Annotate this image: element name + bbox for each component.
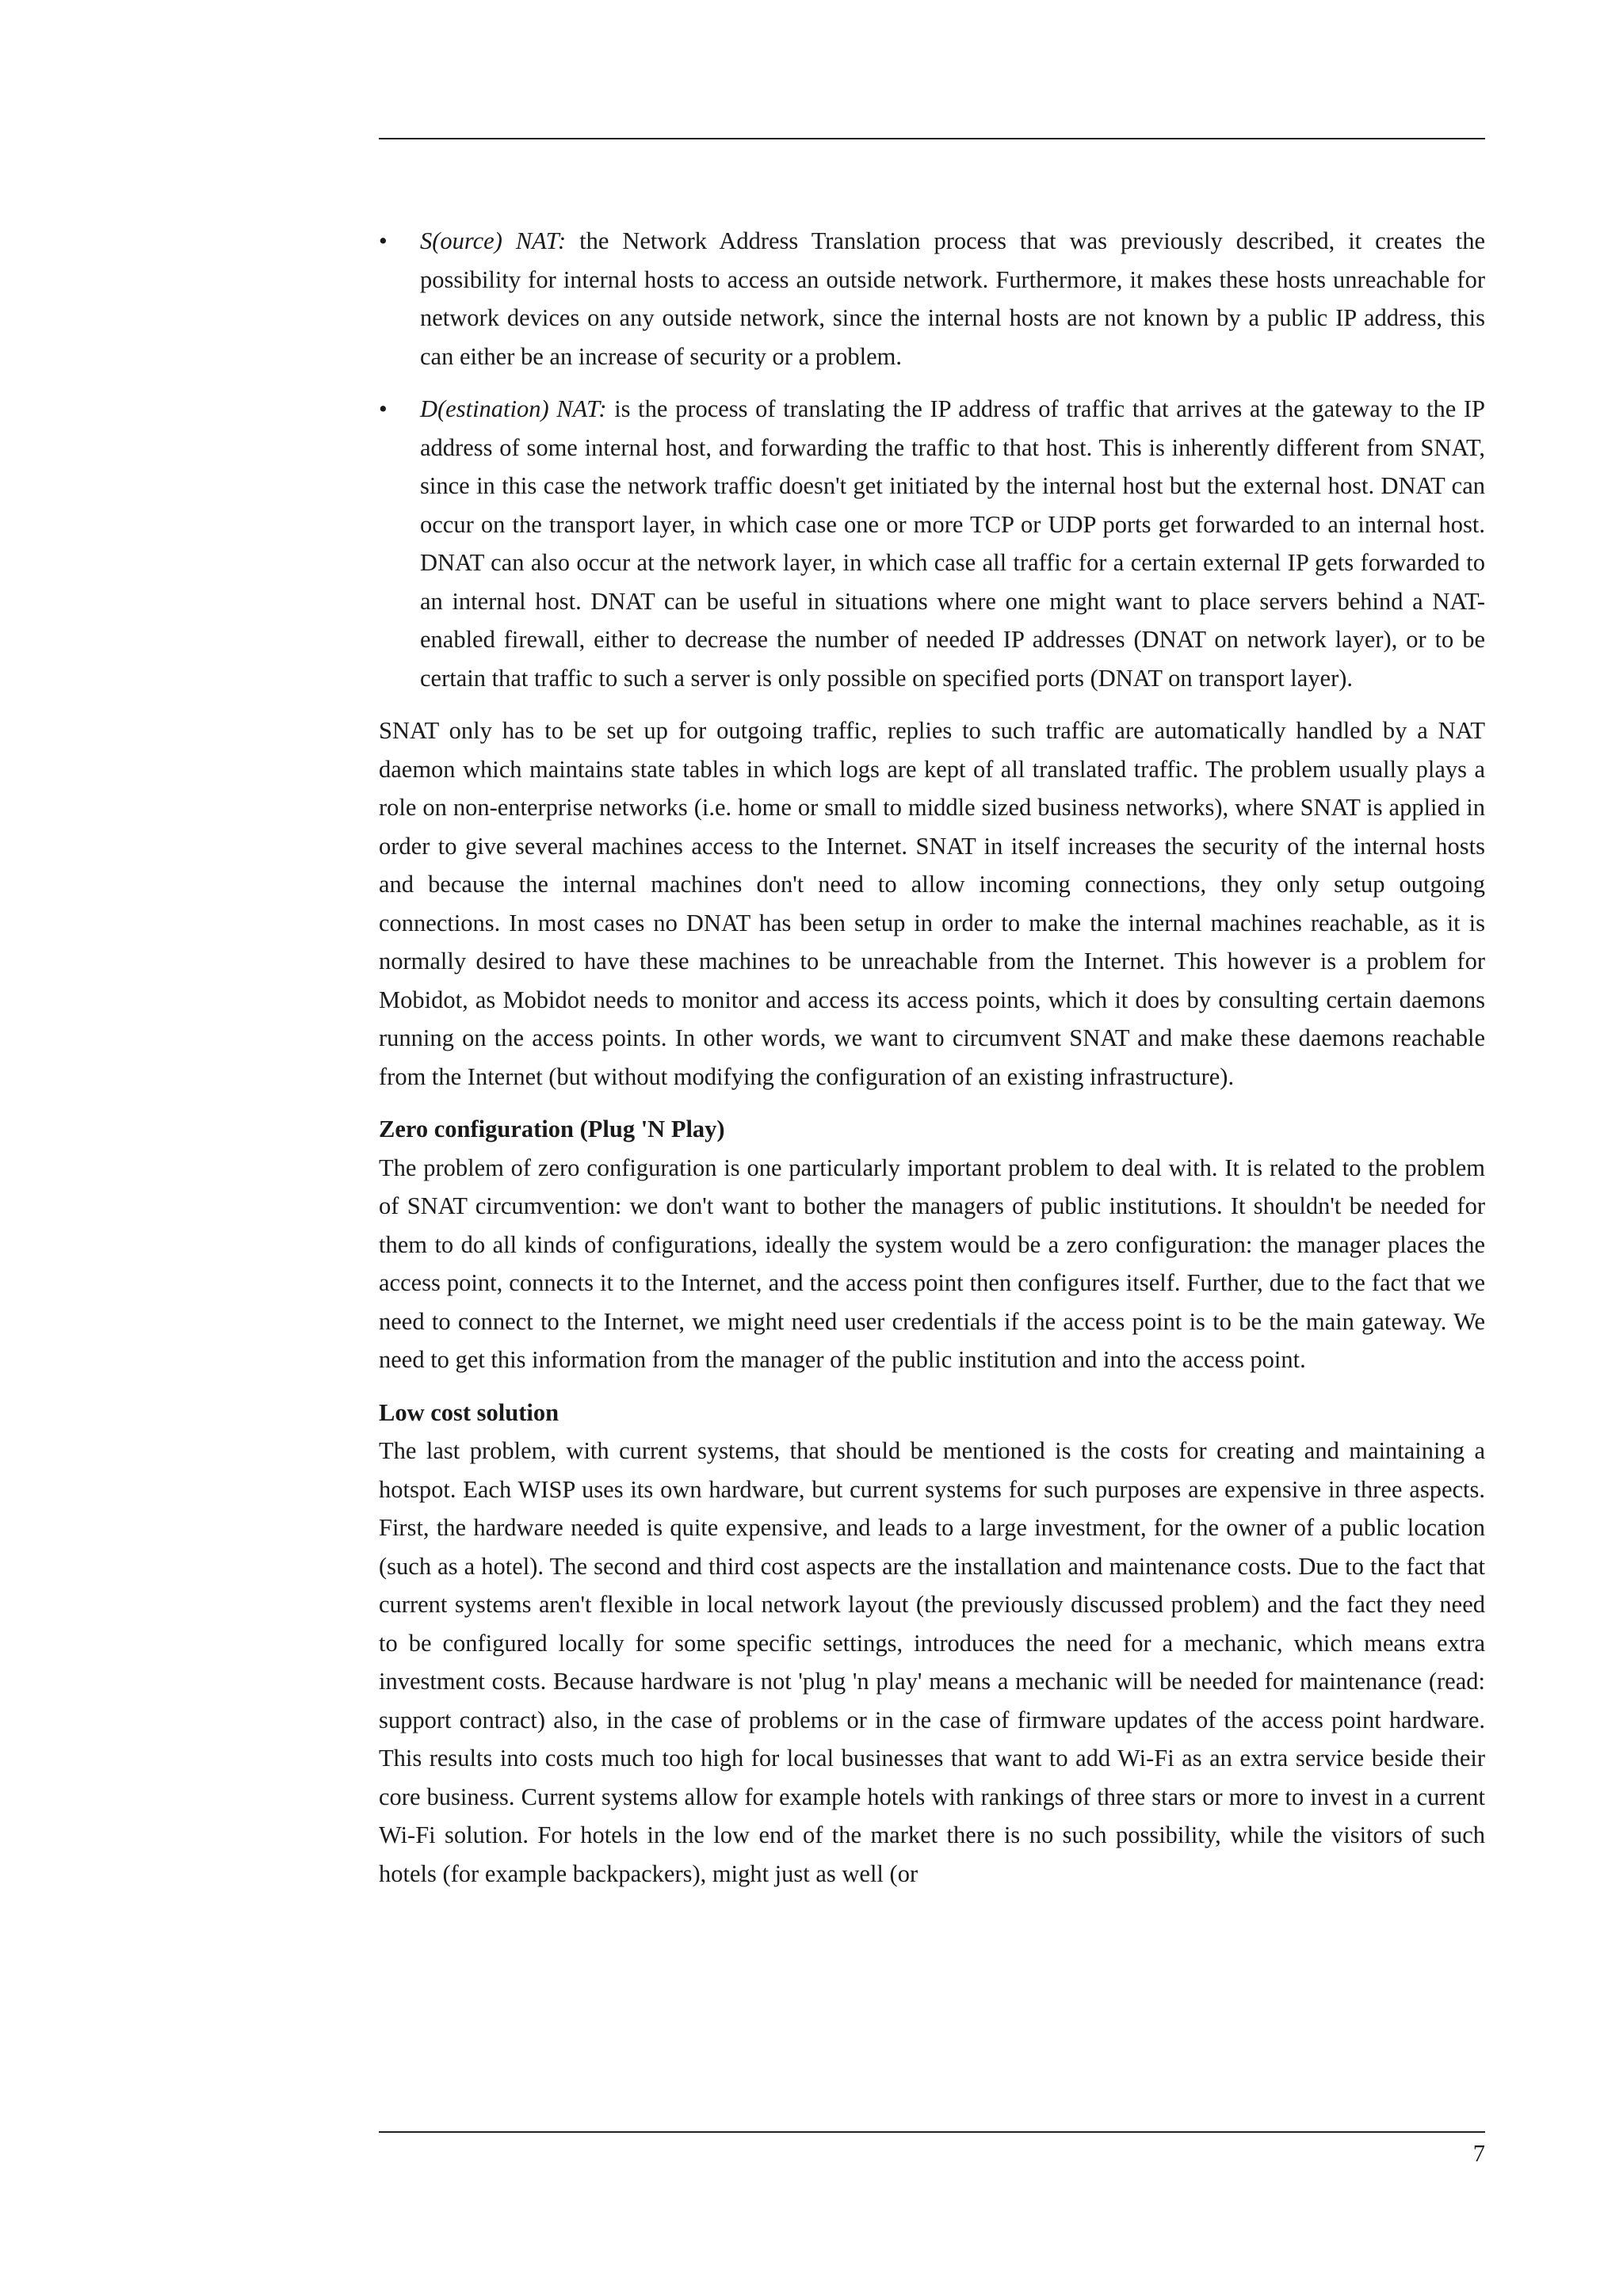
list-item-dnat bbox=[379, 390, 1485, 697]
section-body-zero-configuration: The problem of zero configuration is one particularly important problem to deal with. It is related to the problem of SNAT circumvention: we don't want to bother the managers of public institutions. It shouldn't be needed for them to do all kinds of configurations, ideally the system would be a zero configuration: the manager places the access point, connects it to the Internet, and the access point then configures itself. Further, due to the fact that we need to connect to the Internet, we might need user credentials if the access point is to be the main gateway. We need to get this information from the manager of the public institution and into the access point. bbox=[379, 1154, 1485, 1373]
section-body-low-cost: The last problem, with current systems, that should be mentioned is the costs for creating and maintaining a hotspot. Each WISP uses its own hardware, but current systems for such purposes are expensive in three aspects. First, the hardware needed is quite expensive, and leads to a large investment, for the owner of a public location (such as a hotel). The second and third cost aspects are the installation and maintenance costs. Due to the fact that current systems aren't flexible in local network layout (the previously discussed problem) and the fact they need to be configured locally for some specific settings, introduces the need for a mechanic, which means extra investment costs. Because hardware is not 'plug 'n play' means a mechanic will be needed for maintenance (read: support contract) also, in the case of problems or in the case of firmware updates of the access point hardware. This results into costs much too high for local businesses that want to add Wi-Fi as an extra service beside their core business. Current systems allow for example hotels with rankings of three stars or more to invest in a current Wi-Fi solution. For hotels in the low end of the market there is no such possibility, while the visitors of such hotels (for example backpackers), might just as well (or bbox=[379, 1437, 1485, 1887]
page-number: 7 bbox=[1472, 2140, 1485, 2167]
nat-types-list bbox=[379, 222, 1485, 697]
footer-rule bbox=[379, 2131, 1485, 2133]
bullet-icon: • bbox=[379, 227, 388, 254]
term-snat: S(ource) NAT: bbox=[420, 227, 567, 254]
list-item-snat bbox=[379, 222, 1485, 376]
bullet-icon: • bbox=[379, 395, 388, 422]
definition-dnat: is the process of translating the IP address of traffic that arrives at the gateway to the IP address of some internal host, and forwarding the traffic to that host. This is inherently different from SNAT, since in this case the network traffic doesn't get initiated by the internal host but the external host. DNAT can occur on the transport layer, in which case one or more TCP or UDP ports get forwarded to an internal host. DNAT can also occur at the network layer, in which case all traffic for a certain external IP gets forwarded to an internal host. DNAT can be useful in situations where one might want to place servers behind a NAT-enabled firewall, either to decrease the number of needed IP addresses (DNAT on network layer), or to be certain that traffic to such a server is only possible on specified ports (DNAT on transport layer). bbox=[420, 395, 1485, 692]
header-rule bbox=[379, 138, 1485, 139]
section-heading-zero-configuration: Zero configuration (Plug 'N Play) bbox=[379, 1116, 725, 1142]
page-body bbox=[379, 222, 1485, 1893]
section-heading-low-cost: Low cost solution bbox=[379, 1398, 559, 1426]
term-dnat: D(estination) NAT: bbox=[420, 395, 607, 422]
definition-snat: the Network Address Translation process that was previously described, it creates the possibility for internal hosts to access an outside network. Furthermore, it makes these hosts unreachable for network devices on any outside network, since the internal hosts are not known by a public IP address, this can either be an increase of security or a problem. bbox=[420, 227, 1485, 370]
paragraph-snat: SNAT only has to be set up for outgoing traffic, replies to such traffic are automatically handled by a NAT daemon which maintains state tables in which logs are kept of all translated traffic. The problem usually plays a role on non-enterprise networks (i.e. home or small to middle sized business networks), where SNAT is applied in order to give several machines access to the Internet. SNAT in itself increases the security of the internal hosts and because the internal machines don't need to allow incoming connections, they only setup outgoing connections. In most cases no DNAT has been setup in order to make the internal machines reachable, as it is normally desired to have these machines to be unreachable from the Internet. This however is a problem for Mobidot, as Mobidot needs to monitor and access its access points, which it does by consulting certain daemons running on the access points. In other words, we want to circumvent SNAT and make these daemons reachable from the Internet (but without modifying the configuration of an existing infrastructure). bbox=[379, 717, 1485, 1090]
